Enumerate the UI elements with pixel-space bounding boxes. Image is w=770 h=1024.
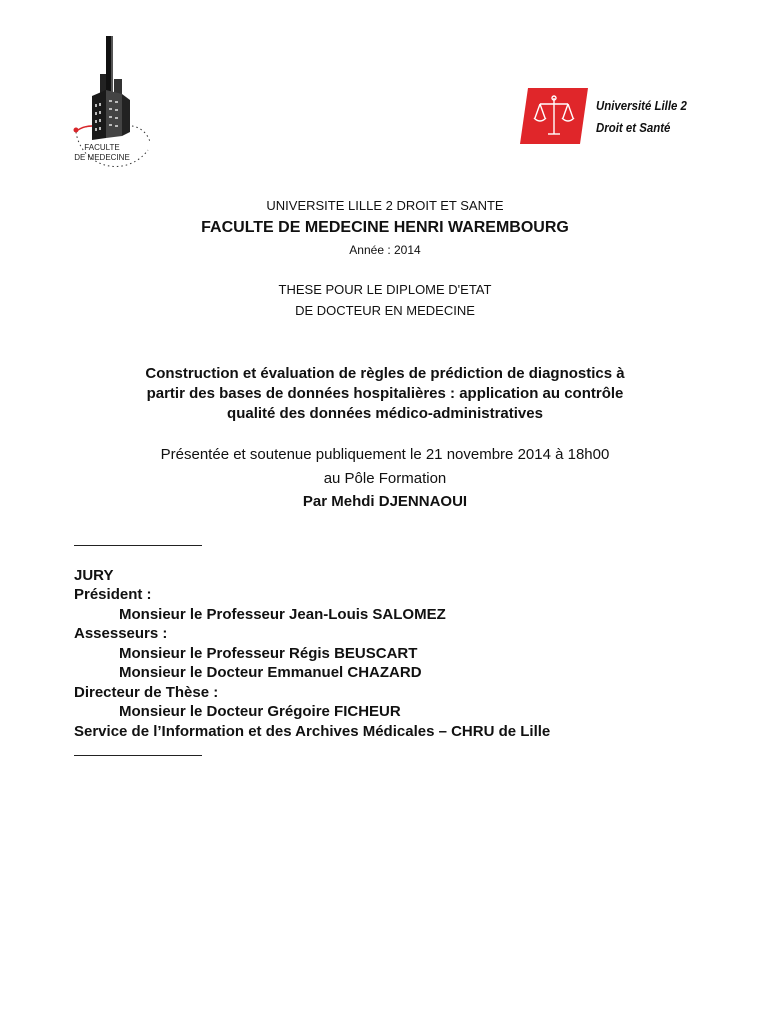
jury-assessor: Monsieur le Professeur Régis BEUSCART: [119, 645, 418, 662]
defense-place: au Pôle Formation: [323, 470, 447, 487]
jury-assessor: Monsieur le Docteur Emmanuel CHAZARD: [119, 664, 422, 681]
author-name: Par Mehdi DJENNAOUI: [302, 493, 468, 510]
jury-heading: JURY: [74, 567, 114, 584]
thesis-title: [0, 364, 770, 424]
scales-of-justice-icon: [520, 88, 588, 144]
thesis-title-line1: Construction et évaluation de règles de prédiction de diagnostics à: [145, 365, 625, 382]
faculty-name: FACULTE DE MEDECINE HENRI WAREMBOURG: [201, 219, 569, 236]
president-label: Président :: [74, 586, 152, 603]
thesis-type-line1: THESE POUR LE DIPLOME D'ETAT: [278, 282, 492, 297]
university-logo-subtitle: Droit et Santé: [596, 120, 671, 135]
divider-top: [74, 545, 202, 546]
service-name: Service de l’Information et des Archives Médicales – CHRU de Lille: [74, 723, 551, 740]
faculty-logo: [62, 34, 162, 184]
faculty-logo-line1: FACULTE: [84, 143, 120, 152]
assessors-label: Assesseurs :: [74, 625, 168, 642]
divider-bottom: [74, 755, 202, 756]
thesis-title-line3: qualité des données médico-administratives: [227, 405, 543, 422]
thesis-title-line2: partir des bases de données hospitalières : application au contrôle: [146, 385, 624, 402]
thesis-type-line2: DE DOCTEUR EN MEDECINE: [295, 303, 475, 318]
university-name: UNIVERSITE LILLE 2 DROIT ET SANTE: [266, 198, 504, 213]
faculty-logo-line2: DE MEDECINE: [74, 153, 130, 162]
jury-president: Monsieur le Professeur Jean-Louis SALOMEZ: [119, 606, 446, 623]
thesis-director: Monsieur le Docteur Grégoire FICHEUR: [119, 703, 401, 720]
academic-year: Année : 2014: [349, 243, 421, 257]
university-logo: [520, 88, 720, 146]
director-label: Directeur de Thèse :: [74, 684, 219, 701]
university-logo-name: Université Lille 2: [596, 98, 687, 113]
defense-date: Présentée et soutenue publiquement le 21 novembre 2014 à 18h00: [160, 446, 610, 463]
